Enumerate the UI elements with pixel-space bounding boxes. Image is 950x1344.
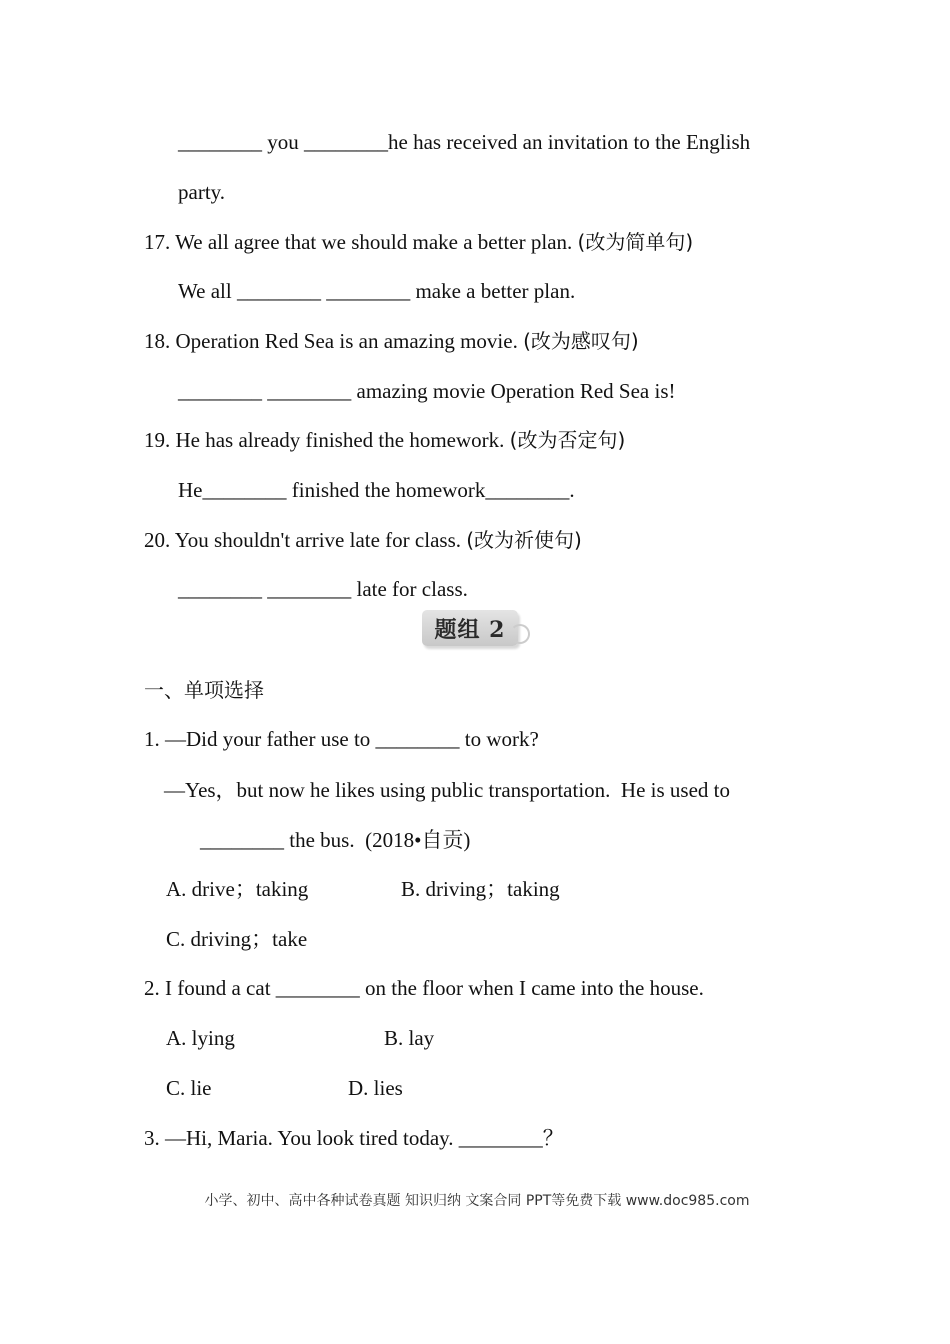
mc-question-1-option-a[interactable]: A. drive；taking <box>166 877 309 901</box>
mc-question-1-stem: 1. —Did your father use to ________ to work? <box>144 727 539 751</box>
question-17-stem: 17. We all agree that we should make a better plan. <box>144 230 578 254</box>
page-footer: 小学、初中、高中各种试卷真题 知识归纳 文案合同 PPT等免费下载 www.doc985.com <box>204 1193 750 1209</box>
question-18-instruction: (改为感叹句) <box>523 329 639 353</box>
mc-question-2-option-c[interactable]: C. lie <box>166 1076 212 1100</box>
question-16-answer-line-cont: party. <box>178 180 226 204</box>
mc-question-2-option-a[interactable]: A. lying <box>166 1026 235 1050</box>
question-20-instruction: (改为祈使句) <box>466 528 582 552</box>
question-19 <box>144 426 625 454</box>
mc-question-1-option-b[interactable]: B. driving；taking <box>401 877 560 901</box>
question-19-instruction: (改为否定句) <box>509 428 626 452</box>
question-20 <box>144 526 582 554</box>
question-17-answer: We all ________ ________ make a better plan. <box>178 279 576 303</box>
question-20-answer: ________ ________ late for class. <box>178 577 468 601</box>
mc-question-3-stem: 3. —Hi, Maria. You look tired today. ________？ <box>144 1126 564 1150</box>
question-18-answer: ________ ________ amazing movie Operation Red Sea is! <box>178 379 676 403</box>
mc-question-2-stem: 2. I found a cat ________ on the floor when I came into the house. <box>144 976 704 1000</box>
question-18 <box>144 327 639 355</box>
mc-question-1-reply: —Yes，but now he likes using public transportation. He is used to <box>164 778 730 802</box>
question-18-stem: 18. Operation Red Sea is an amazing movie. <box>144 329 524 353</box>
group-badge-label: 题组 2 <box>434 616 506 643</box>
badge-swirl-icon <box>510 624 530 644</box>
question-17-instruction: (改为简单句) <box>577 230 694 254</box>
question-20-stem: 20. You shouldn't arrive late for class. <box>144 528 467 552</box>
mc-question-2-option-b[interactable]: B. lay <box>384 1026 435 1050</box>
section-title: 一、单项选择 <box>144 678 264 702</box>
mc-question-1-option-c[interactable]: C. driving；take <box>166 927 308 951</box>
question-16-answer-line: ________ you ________he has received an invitation to the English <box>178 130 751 154</box>
question-17 <box>144 228 693 256</box>
group-badge <box>422 610 518 646</box>
mc-question-1-reply-cont: ________ the bus. (2018•自贡) <box>200 828 471 852</box>
question-19-answer: He________ finished the homework________. <box>178 478 575 502</box>
mc-question-2-option-d[interactable]: D. lies <box>348 1076 403 1100</box>
question-19-stem: 19. He has already finished the homework. <box>144 428 510 452</box>
